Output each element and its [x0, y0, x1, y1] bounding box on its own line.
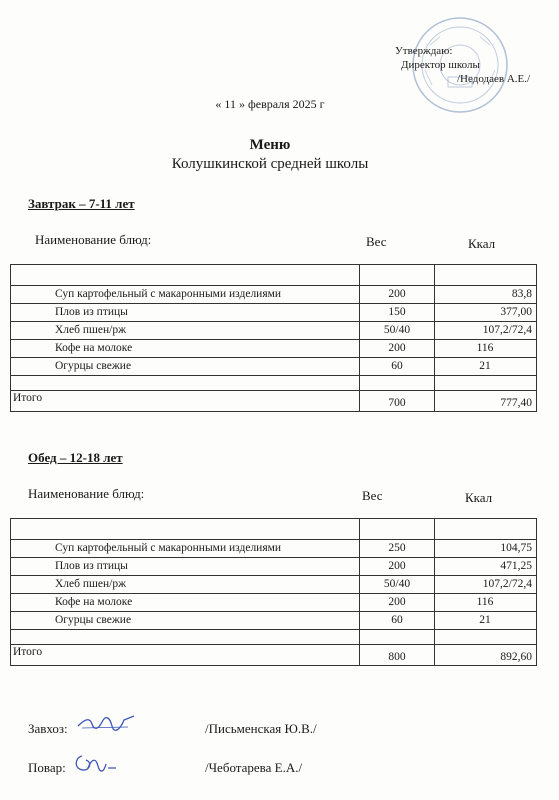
total-weight: 800: [360, 645, 435, 666]
dish-name: Огурцы свежие: [11, 358, 360, 376]
col-header-kcal: Ккал: [468, 236, 496, 251]
dish-weight: 200: [360, 340, 435, 358]
total-weight: 700: [360, 391, 435, 412]
dish-kcal: 377,00: [435, 304, 537, 322]
section-heading-breakfast: Завтрак – 7-11 лет: [28, 196, 135, 211]
approval-line-1: Утверждаю:: [395, 45, 453, 57]
total-label: Итого: [11, 391, 360, 412]
dish-name: Хлеб пшен/рж: [11, 322, 360, 340]
dish-weight: 60: [360, 612, 435, 630]
table-row: [11, 558, 537, 576]
dish-kcal: 107,2/72,4: [435, 576, 537, 594]
dish-weight: 50/40: [360, 576, 435, 594]
table-row: [11, 594, 537, 612]
dish-name: Хлеб пшен/рж: [11, 576, 360, 594]
table-row: [11, 304, 537, 322]
table-row: [11, 630, 537, 645]
document-date: « 11 » февраля 2025 г: [215, 97, 325, 111]
total-label: Итого: [11, 645, 360, 666]
dish-weight: 200: [360, 286, 435, 304]
cook-name: /Чеботарева Е.А./: [205, 760, 303, 775]
dish-weight: 200: [360, 594, 435, 612]
col-header-kcal: Ккал: [465, 490, 493, 505]
approval-block: [395, 44, 530, 86]
dish-name: Огурцы свежие: [11, 612, 360, 630]
table-row: [11, 358, 537, 376]
dish-weight: 200: [360, 558, 435, 576]
breakfast-menu-table: [10, 264, 537, 412]
page-subtitle: Колушкинской средней школы: [171, 156, 369, 172]
table-row: [11, 612, 537, 630]
table-row: [11, 540, 537, 558]
dish-weight: 60: [360, 358, 435, 376]
lunch-menu-table: [10, 518, 537, 666]
storekeeper-signature-icon: [76, 712, 136, 736]
dish-kcal: 471,25: [435, 558, 537, 576]
dish-weight: 250: [360, 540, 435, 558]
dish-kcal: 116: [435, 340, 537, 358]
section-heading-lunch: Обед – 12-18 лет: [28, 450, 123, 465]
table-row: [11, 576, 537, 594]
page-title: Меню: [249, 137, 291, 153]
dish-weight: 150: [360, 304, 435, 322]
dish-name: Плов из птицы: [11, 558, 360, 576]
table-row: [11, 519, 537, 540]
total-kcal: 777,40: [435, 391, 537, 412]
total-kcal: 892,60: [435, 645, 537, 666]
table-row-total: [11, 391, 537, 412]
storekeeper-name: /Письменская Ю.В./: [205, 721, 317, 736]
table-row: [11, 340, 537, 358]
cook-signature-icon: [72, 750, 120, 778]
dish-name: Кофе на молоке: [11, 594, 360, 612]
dish-name: Суп картофельный с макаронными изделиями: [11, 286, 360, 304]
dish-kcal: 116: [435, 594, 537, 612]
approval-line-3: /Недодаев А.Е./: [457, 73, 531, 85]
dish-kcal: 104,75: [435, 540, 537, 558]
dish-name: Суп картофельный с макаронными изделиями: [11, 540, 360, 558]
table-row: [11, 376, 537, 391]
table-row: [11, 286, 537, 304]
cook-label: Повар:: [28, 760, 66, 775]
dish-kcal: 107,2/72,4: [435, 322, 537, 340]
dish-kcal: 21: [435, 612, 537, 630]
col-header-name: Наименование блюд:: [35, 232, 152, 247]
storekeeper-label: Завхоз:: [28, 721, 68, 736]
col-header-name: Наименование блюд:: [28, 486, 145, 501]
dish-kcal: 83,8: [435, 286, 537, 304]
table-row: [11, 322, 537, 340]
dish-kcal: 21: [435, 358, 537, 376]
dish-weight: 50/40: [360, 322, 435, 340]
dish-name: Плов из птицы: [11, 304, 360, 322]
approval-line-2: Директор школы: [401, 59, 480, 71]
table-row: [11, 265, 537, 286]
col-header-weight: Вес: [362, 488, 383, 503]
col-header-weight: Вес: [366, 234, 387, 249]
dish-name: Кофе на молоке: [11, 340, 360, 358]
table-row-total: [11, 645, 537, 666]
